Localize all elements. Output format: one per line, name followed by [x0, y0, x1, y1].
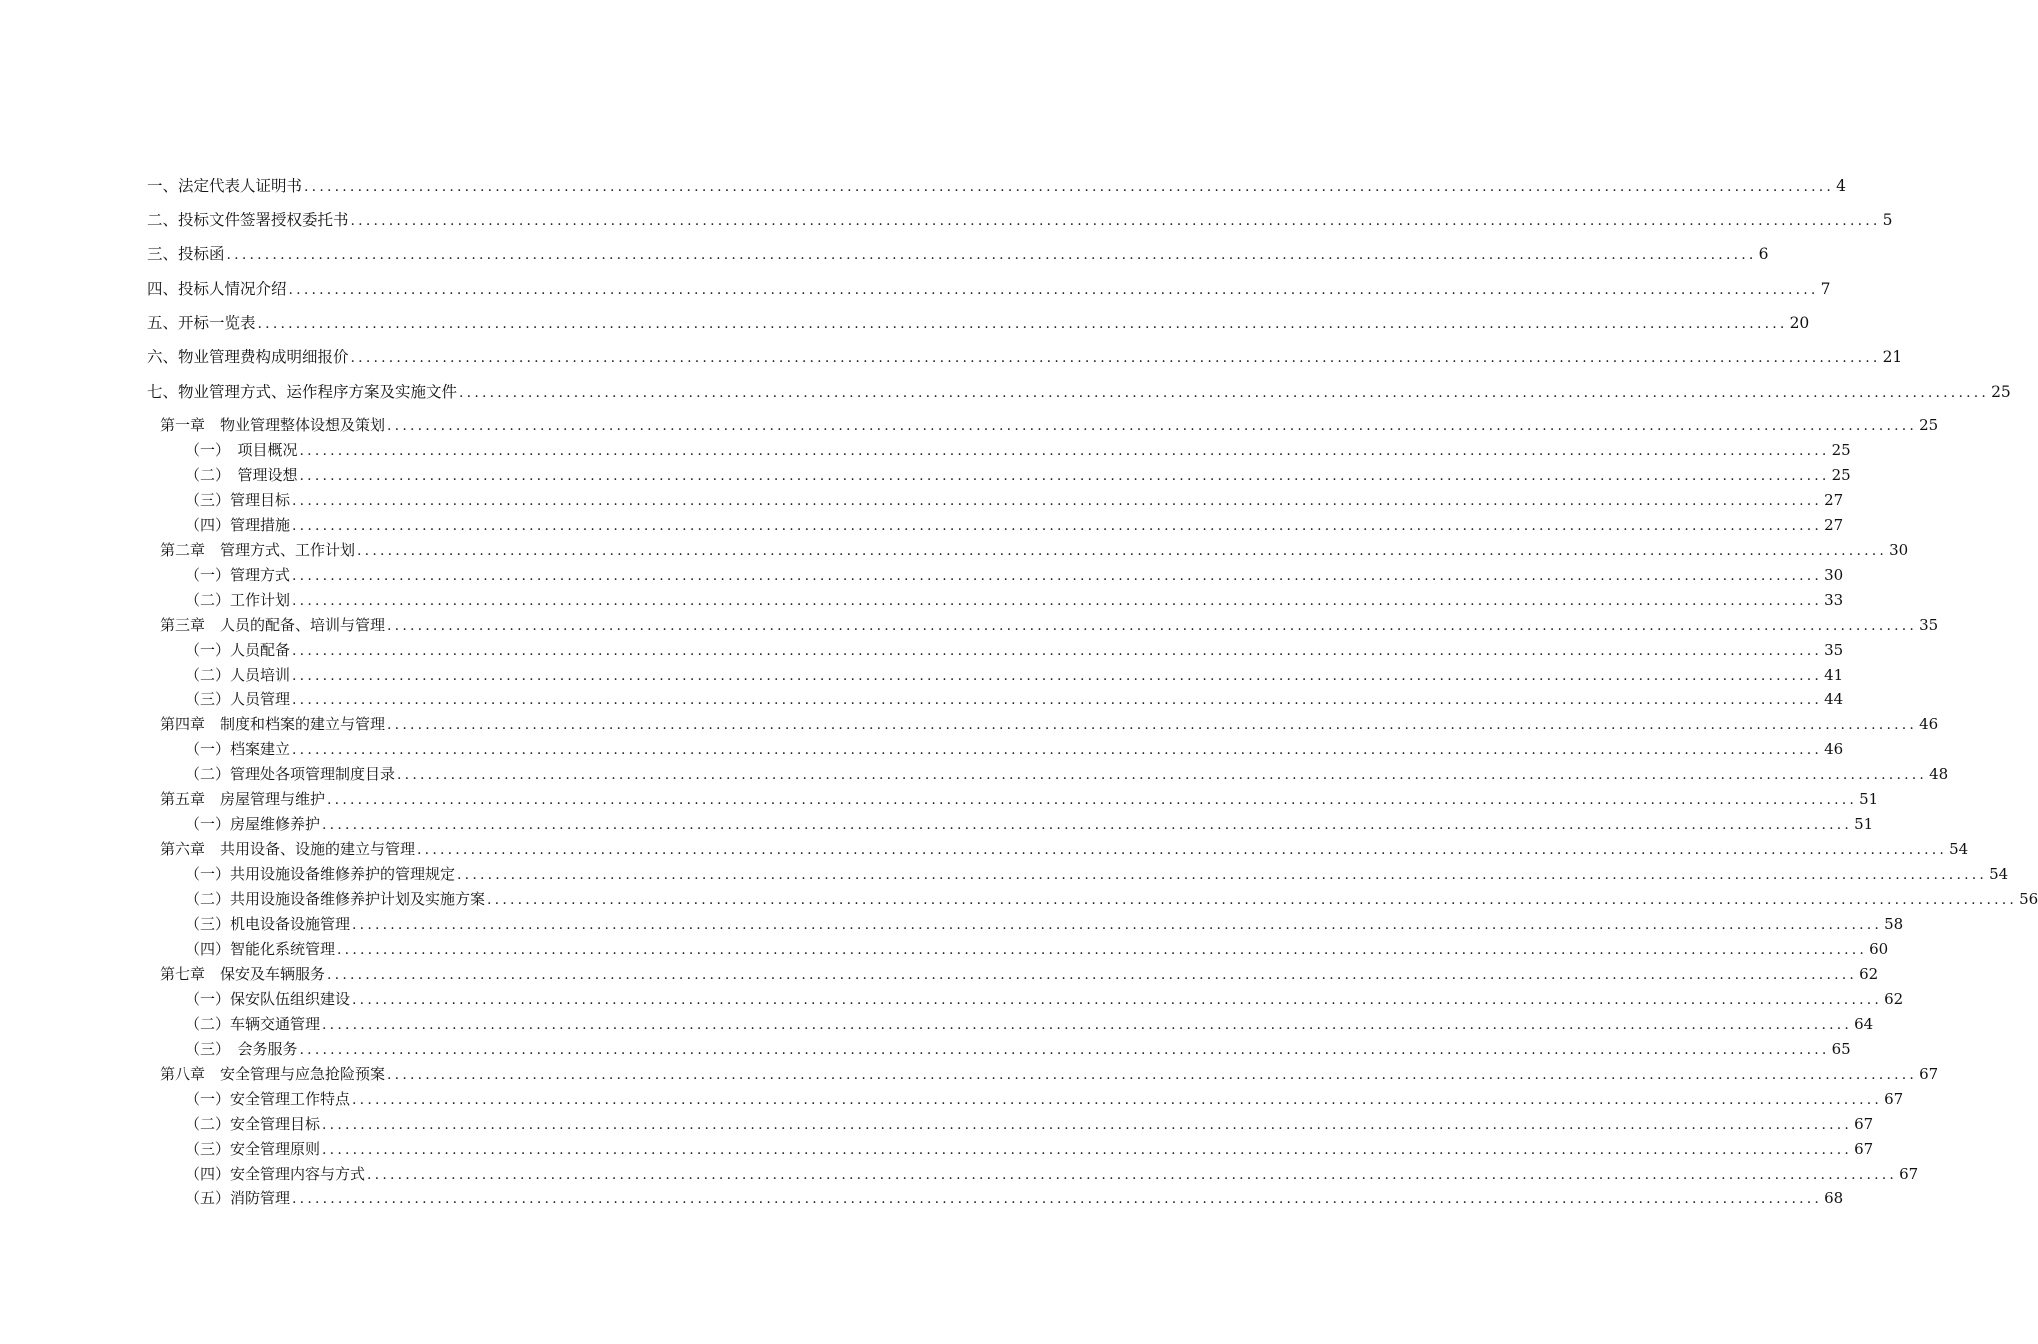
toc-entry[interactable]: [160, 614, 1939, 636]
toc-entry[interactable]: [185, 688, 1844, 710]
toc-entry[interactable]: [147, 174, 1846, 196]
toc-entry-label: （一）安全管理工作特点: [185, 1089, 351, 1108]
toc-leader-dots: ........................................................................................................................................................................................................: [387, 1066, 1918, 1083]
toc-entry-page: 27: [1824, 515, 1844, 534]
toc-entry-page: 35: [1824, 640, 1844, 659]
toc-leader-dots: ........................................................................................................................................................................................................: [299, 1041, 1830, 1058]
toc-entry[interactable]: [147, 208, 1893, 230]
toc-leader-dots: ........................................................................................................................................................................................................: [337, 941, 1868, 958]
toc-entry-page: 4: [1836, 177, 1846, 195]
toc-entry-label: （一）档案建立: [185, 740, 291, 759]
toc-entry[interactable]: [160, 838, 1969, 860]
toc-entry-label: 四、投标人情况介绍: [147, 280, 287, 298]
toc-entry-label: 第一章 物业管理整体设想及策划: [160, 416, 386, 434]
toc-entry[interactable]: [147, 345, 1903, 367]
toc-entry-label: （五）消防管理: [185, 1189, 291, 1208]
toc-entry-page: 44: [1824, 690, 1844, 709]
toc-entry-page: 48: [1929, 765, 1949, 784]
toc-leader-dots: ........................................................................................................................................................................................................: [299, 442, 1830, 459]
toc-entry-page: 51: [1859, 790, 1879, 809]
toc-entry-page: 62: [1884, 989, 1904, 1008]
toc-entry-page: 68: [1824, 1189, 1844, 1208]
toc-entry-label: （二）车辆交通管理: [185, 1014, 321, 1033]
toc-entry-page: 21: [1882, 348, 1903, 366]
toc-entry-page: 41: [1824, 665, 1844, 684]
toc-entry-page: 67: [1884, 1089, 1904, 1108]
toc-leader-dots: ........................................................................................................................................................................................................: [292, 1191, 1823, 1208]
toc-leader-dots: ........................................................................................................................................................................................................: [459, 385, 1990, 401]
toc-entry-label: 六、物业管理费构成明细报价: [147, 348, 349, 366]
toc-leader-dots: ........................................................................................................................................................................................................: [226, 247, 1757, 263]
toc-leader-dots: ........................................................................................................................................................................................................: [292, 492, 1823, 509]
toc-leader-dots: ........................................................................................................................................................................................................: [327, 792, 1858, 809]
toc-entry[interactable]: [185, 1138, 1874, 1160]
toc-entry-label: （二）工作计划: [185, 590, 291, 609]
toc-leader-dots: ........................................................................................................................................................................................................: [327, 966, 1858, 983]
toc-leader-dots: ........................................................................................................................................................................................................: [387, 617, 1918, 634]
toc-entry[interactable]: [147, 242, 1769, 264]
toc-entry-page: 60: [1869, 939, 1889, 958]
toc-entry-page: 5: [1882, 211, 1893, 229]
toc-entry[interactable]: [185, 1187, 1844, 1209]
toc-leader-dots: ........................................................................................................................................................................................................: [292, 667, 1823, 684]
toc-leader-dots: ........................................................................................................................................................................................................: [292, 742, 1823, 759]
toc-leader-dots: ........................................................................................................................................................................................................: [357, 542, 1888, 559]
toc-leader-dots: ........................................................................................................................................................................................................: [322, 817, 1853, 834]
toc-entry-label: （三） 会务服务: [185, 1039, 298, 1058]
toc-entry-label: （三）机电设备设施管理: [185, 915, 351, 933]
toc-entry[interactable]: [160, 788, 1879, 810]
toc-entry-page: 46: [1919, 715, 1939, 734]
toc-leader-dots: ........................................................................................................................................................................................................: [352, 917, 1883, 933]
toc-entry[interactable]: [185, 514, 1844, 536]
toc-leader-dots: ........................................................................................................................................................................................................: [304, 179, 1835, 195]
toc-entry[interactable]: [160, 414, 1939, 436]
toc-entry-page: 56: [2019, 890, 2038, 909]
toc-entry-label: （四）管理措施: [185, 515, 291, 534]
toc-entry-label: 第四章 制度和档案的建立与管理: [160, 715, 386, 734]
toc-entry[interactable]: [185, 888, 2038, 910]
toc-entry-page: 35: [1919, 615, 1939, 634]
toc-leader-dots: ........................................................................................................................................................................................................: [322, 1141, 1853, 1158]
toc-entry[interactable]: [185, 639, 1844, 661]
toc-entry[interactable]: [147, 380, 2011, 402]
toc-entry[interactable]: [147, 311, 1810, 333]
toc-entry-page: 51: [1854, 815, 1874, 834]
toc-entry[interactable]: [185, 763, 1949, 785]
toc-entry-page: 65: [1831, 1039, 1851, 1058]
toc-leader-dots: ........................................................................................................................................................................................................: [350, 350, 1881, 366]
toc-leader-dots: ........................................................................................................................................................................................................: [457, 867, 1988, 884]
toc-entry-label: （三）管理目标: [185, 490, 291, 509]
toc-entry-label: 第六章 共用设备、设施的建立与管理: [160, 840, 416, 859]
toc-entry[interactable]: [147, 277, 1831, 299]
toc-leader-dots: ........................................................................................................................................................................................................: [487, 892, 2018, 909]
toc-entry[interactable]: [160, 1063, 1939, 1085]
toc-leader-dots: ........................................................................................................................................................................................................: [322, 1116, 1853, 1133]
toc-entry[interactable]: [185, 1038, 1851, 1060]
toc-entry[interactable]: [185, 589, 1844, 611]
toc-entry-page: 67: [1919, 1064, 1939, 1083]
toc-entry-page: 46: [1824, 740, 1844, 759]
toc-entry[interactable]: [185, 439, 1851, 461]
toc-entry[interactable]: [185, 464, 1851, 486]
toc-entry-label: 第五章 房屋管理与维护: [160, 790, 326, 809]
toc-entry[interactable]: [185, 1163, 1919, 1185]
toc-entry-page: 30: [1824, 565, 1844, 584]
toc-entry[interactable]: [185, 938, 1889, 960]
toc-entry-page: 6: [1758, 245, 1769, 263]
toc-entry-page: 27: [1824, 490, 1844, 509]
toc-entry[interactable]: [160, 963, 1879, 985]
toc-leader-dots: ........................................................................................................................................................................................................: [292, 567, 1823, 584]
toc-entry-label: 第七章 保安及车辆服务: [160, 964, 326, 983]
toc-entry-label: （一）共用设施设备维修养护的管理规定: [185, 865, 456, 884]
toc-leader-dots: ........................................................................................................................................................................................................: [352, 991, 1883, 1008]
toc-entry[interactable]: [185, 863, 2009, 885]
toc-leader-dots: ........................................................................................................................................................................................................: [367, 1166, 1898, 1183]
toc-entry-label: （一）人员配备: [185, 640, 291, 659]
toc-entry-page: 62: [1859, 964, 1879, 983]
toc-entry-label: 第三章 人员的配备、培训与管理: [160, 615, 386, 634]
toc-leader-dots: ........................................................................................................................................................................................................: [299, 467, 1830, 484]
toc-entry-page: 67: [1899, 1164, 1919, 1183]
toc-entry-label: 七、物业管理方式、运作程序方案及实施文件: [147, 383, 458, 401]
toc-entry-label: （二）人员培训: [185, 665, 291, 684]
toc-entry[interactable]: [185, 1013, 1874, 1035]
toc-entry-page: 25: [1831, 440, 1851, 459]
toc-entry[interactable]: [185, 813, 1874, 835]
toc-entry[interactable]: [185, 1088, 1904, 1110]
toc-entry-label: （二）共用设施设备维修养护计划及实施方案: [185, 890, 486, 909]
toc-entry-label: 五、开标一览表: [147, 314, 256, 332]
toc-entry[interactable]: [185, 988, 1904, 1010]
toc-entry-label: 第二章 管理方式、工作计划: [160, 540, 356, 559]
toc-entry-page: 30: [1889, 540, 1909, 559]
toc-entry-page: 25: [1919, 416, 1939, 434]
toc-entry[interactable]: [160, 539, 1909, 561]
toc-entry-label: 一、法定代表人证明书: [147, 177, 303, 195]
toc-leader-dots: ........................................................................................................................................................................................................: [322, 1016, 1853, 1033]
toc-entry-label: （二）安全管理目标: [185, 1114, 321, 1133]
toc-entry-page: 67: [1854, 1139, 1874, 1158]
toc-entry[interactable]: [185, 738, 1844, 760]
toc-entry-page: 67: [1854, 1114, 1874, 1133]
toc-entry[interactable]: [185, 564, 1844, 586]
toc-entry-label: （二）管理处各项管理制度目录: [185, 765, 396, 784]
toc-leader-dots: ........................................................................................................................................................................................................: [292, 517, 1823, 534]
toc-leader-dots: ........................................................................................................................................................................................................: [292, 592, 1823, 609]
toc-entry-label: 第八章 安全管理与应急抢险预案: [160, 1064, 386, 1083]
toc-entry-page: 25: [1991, 383, 2011, 401]
toc-leader-dots: ........................................................................................................................................................................................................: [292, 692, 1823, 709]
toc-leader-dots: ........................................................................................................................................................................................................: [257, 316, 1788, 332]
toc-entry-label: 三、投标函: [147, 245, 225, 263]
toc-entry[interactable]: [185, 489, 1844, 511]
toc-entry[interactable]: [185, 913, 1904, 935]
toc-entry[interactable]: [185, 1113, 1874, 1135]
toc-entry-page: 54: [1989, 865, 2009, 884]
toc-entry-label: （三）人员管理: [185, 690, 291, 709]
toc-entry-label: （一） 项目概况: [185, 440, 298, 459]
toc-leader-dots: ........................................................................................................................................................................................................: [350, 213, 1881, 229]
toc-entry-label: （一）房屋维修养护: [185, 815, 321, 834]
toc-entry[interactable]: [160, 713, 1939, 735]
toc-entry-page: 25: [1831, 465, 1851, 484]
toc-entry-page: 64: [1854, 1014, 1874, 1033]
toc-leader-dots: ........................................................................................................................................................................................................: [417, 842, 1948, 859]
toc-entry[interactable]: [185, 664, 1844, 686]
toc-leader-dots: ........................................................................................................................................................................................................: [397, 767, 1928, 784]
toc-entry-label: （二） 管理设想: [185, 465, 298, 484]
toc-entry-label: （四）安全管理内容与方式: [185, 1164, 366, 1183]
toc-entry-page: 20: [1789, 314, 1810, 332]
toc-entry-page: 58: [1884, 915, 1904, 933]
toc-entry-label: 二、投标文件签署授权委托书: [147, 211, 349, 229]
toc-entry-page: 33: [1824, 590, 1844, 609]
toc-leader-dots: ........................................................................................................................................................................................................: [292, 642, 1823, 659]
toc-leader-dots: ........................................................................................................................................................................................................: [352, 1091, 1883, 1108]
toc-entry-page: 54: [1949, 840, 1969, 859]
toc-entry-label: （一）管理方式: [185, 565, 291, 584]
toc-entry-label: （三）安全管理原则: [185, 1139, 321, 1158]
toc-leader-dots: ........................................................................................................................................................................................................: [387, 717, 1918, 734]
toc-leader-dots: ........................................................................................................................................................................................................: [288, 282, 1819, 298]
toc-entry-label: （一）保安队伍组织建设: [185, 989, 351, 1008]
toc-leader-dots: ........................................................................................................................................................................................................: [387, 418, 1918, 434]
toc-entry-page: 7: [1820, 280, 1831, 298]
toc-entry-label: （四）智能化系统管理: [185, 939, 336, 958]
